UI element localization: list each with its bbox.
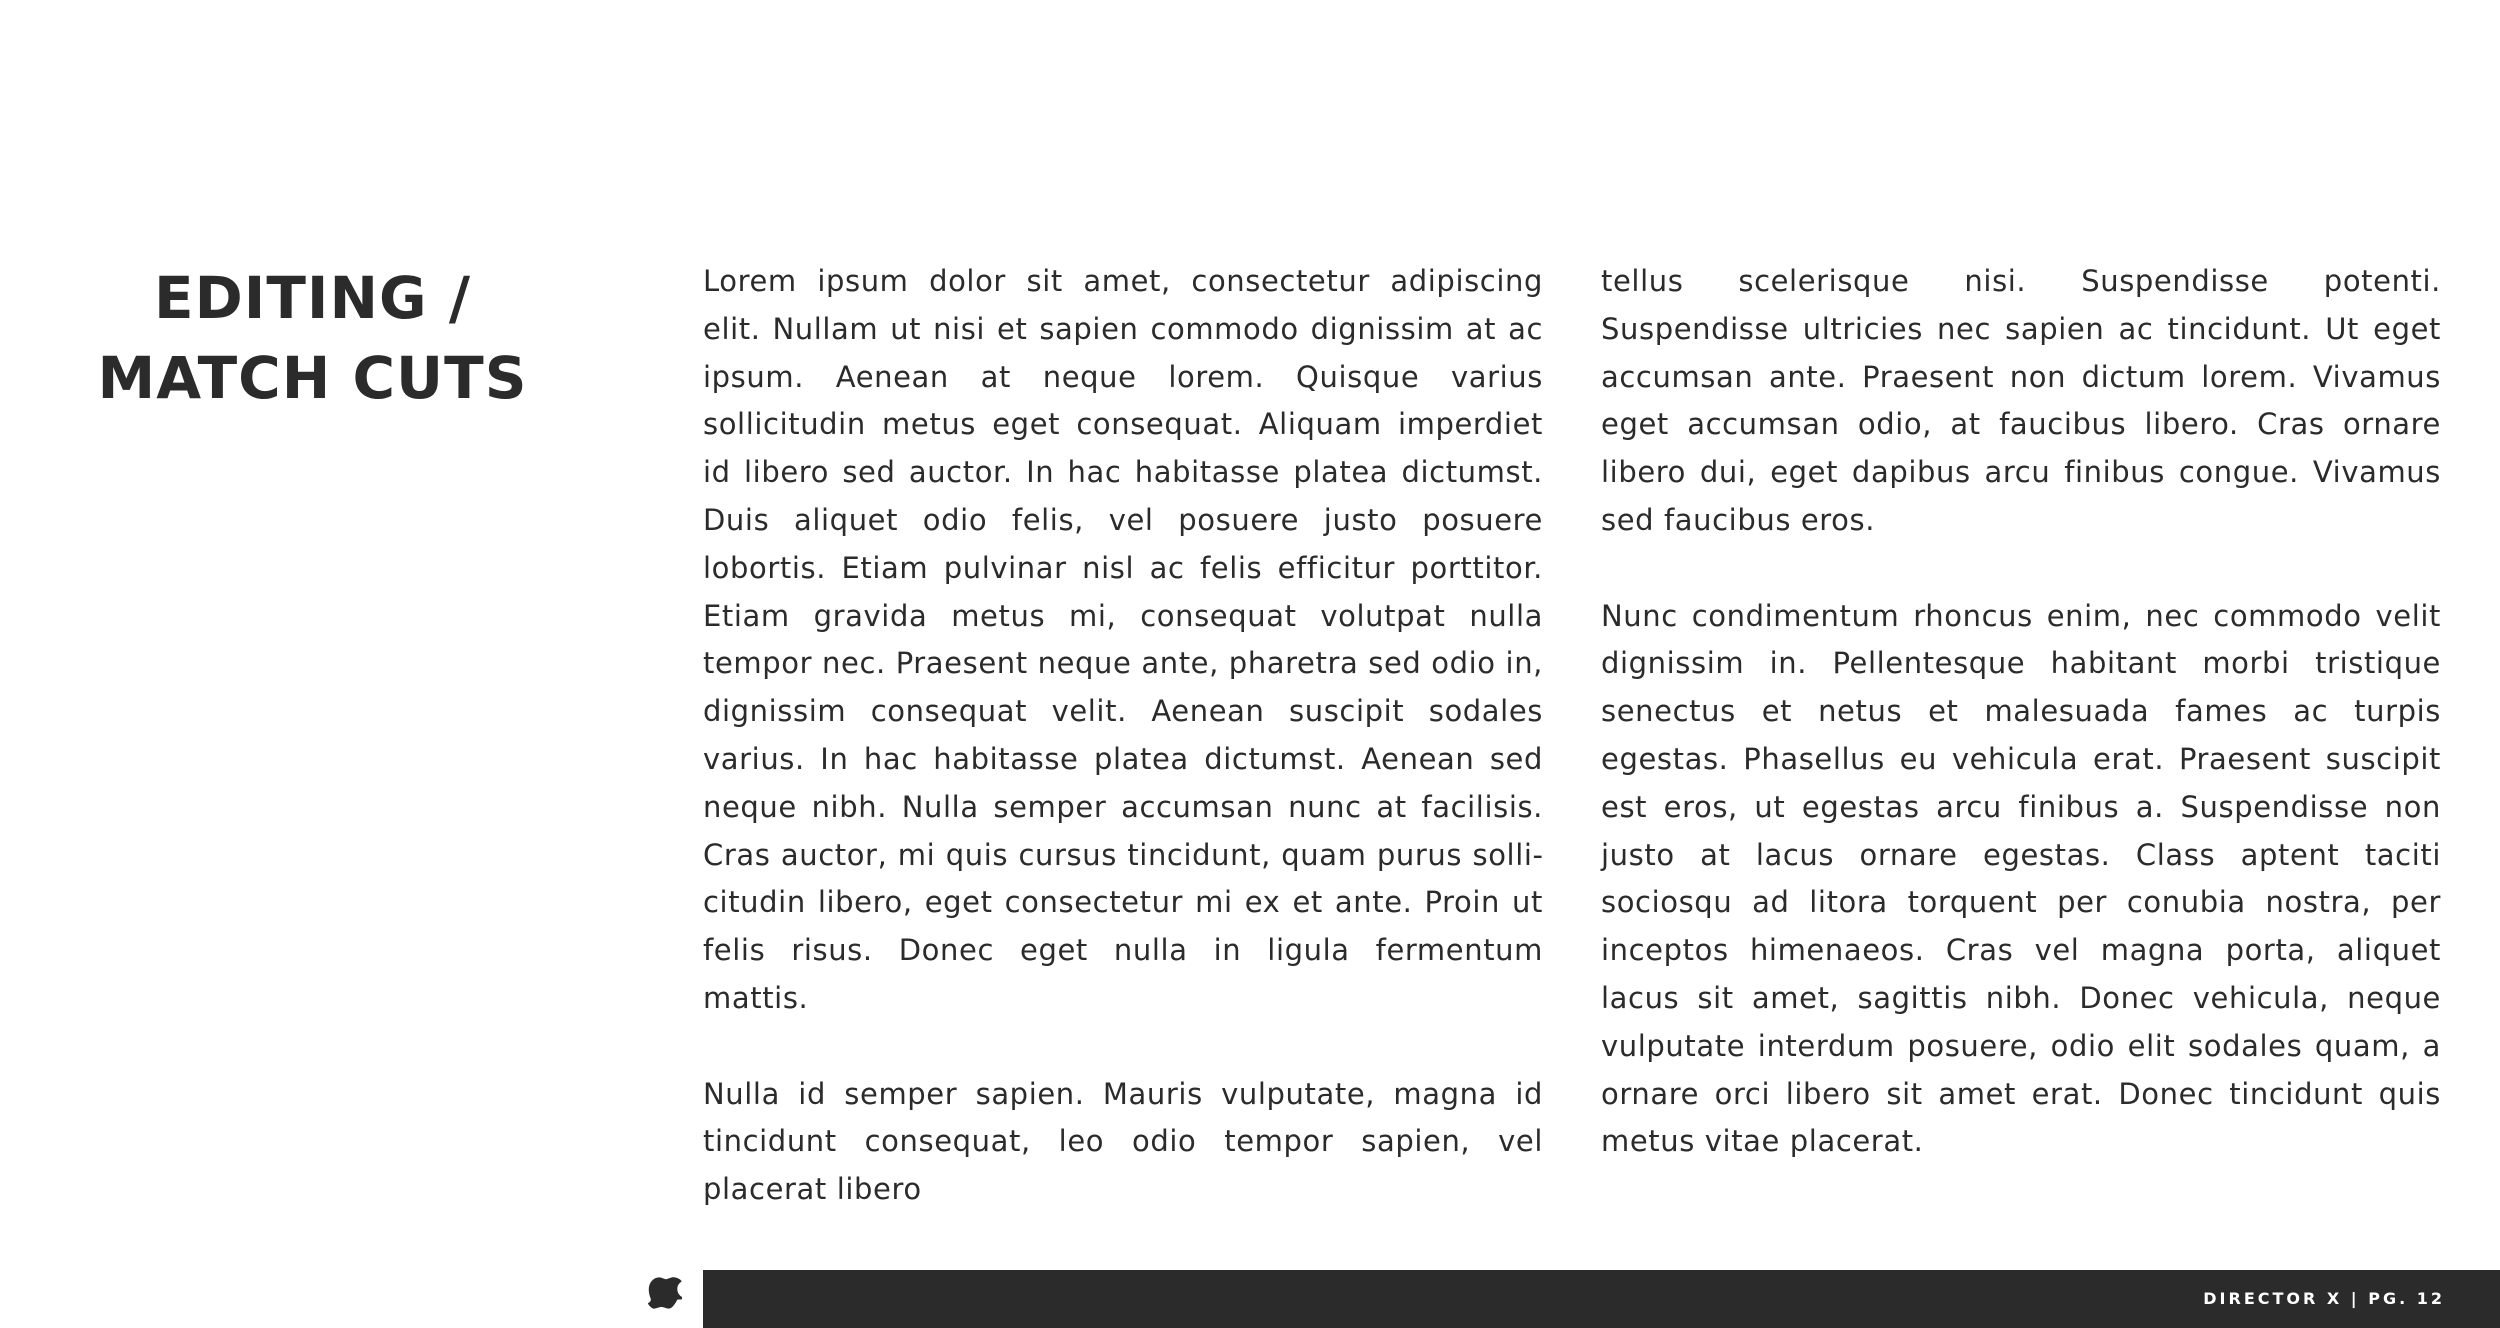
page-title-line-1: EDITING /: [153, 264, 471, 332]
body-column-right: [1601, 258, 2441, 1166]
body-paragraph: tellus scelerisque nisi. Suspendisse potenti. Suspendisse ultricies nec sapien ac tincidunt. Ut eget accumsan ante. Praesent non dictum lorem. Vivamus eget accumsan odio, at faucibus libero. Cras ornare libero dui, eget dapibus arcu finibus congue. Vivamus sed faucibus eros.: [1601, 264, 2441, 537]
apple-logo-icon: [648, 1276, 682, 1318]
body-column-left: [703, 258, 1543, 1214]
footer-bar: [703, 1270, 2500, 1328]
body-paragraph: Nulla id semper sapien. Mauris vulputate, magna id tincidunt consequat, leo odio tempor sapien, vel placerat libero: [703, 1076, 1543, 1207]
footer-page-label: DIRECTOR X | PG. 12: [2203, 1289, 2445, 1308]
body-paragraph: Lorem ipsum dolor sit amet, consectetur adipiscing elit. Nullam ut nisi et sapien commodo dignissim at ac ipsum. Aenean at neque lorem. Quisque varius sollicitudin metus eget consequat. Aliquam imperdiet id libero sed auctor. In hac habitasse platea dictumst. Duis aliquet odio felis, vel posuere justo posuere lobortis. Etiam pulvinar nisl ac felis efficitur porttitor. Etiam gravida metus mi, consequat volutpat nulla tempor nec. Praesent neque ante, pharetra sed odio in, dignissim consequat velit. Aenean suscipit sodales varius. In hac habitasse platea dictumst. Aenean sed neque nibh. Nulla semper accumsan nunc at facilisis. Cras auctor, mi quis cursus tincidunt, quam purus sollicitudin libero, eget consectetur mi ex et ante. Proin ut felis risus. Donec eget nulla in ligula fermentum mattis.: [703, 264, 1543, 1015]
page-title-line-2: MATCH CUTS: [97, 344, 528, 412]
page-title: [90, 258, 535, 418]
body-paragraph: Nunc condimentum rhoncus enim, nec commodo velit dignissim in. Pellentesque habitant morbi tristique senectus et netus et malesuada fames ac turpis egestas. Phasellus eu vehicula erat. Praesent suscipit est eros, ut egestas arcu finibus a. Suspendisse non justo at lacus ornare egestas. Class aptent taciti sociosqu ad litora torquent per conubia nostra, per inceptos himenaeos. Cras vel magna porta, aliquet lacus sit amet, sagittis nibh. Donec vehicula, neque vulputate interdum posuere, odio elit sodales quam, a ornare orci libero sit amet erat. Donec tincidunt quis metus vitae placerat.: [1601, 598, 2441, 1159]
